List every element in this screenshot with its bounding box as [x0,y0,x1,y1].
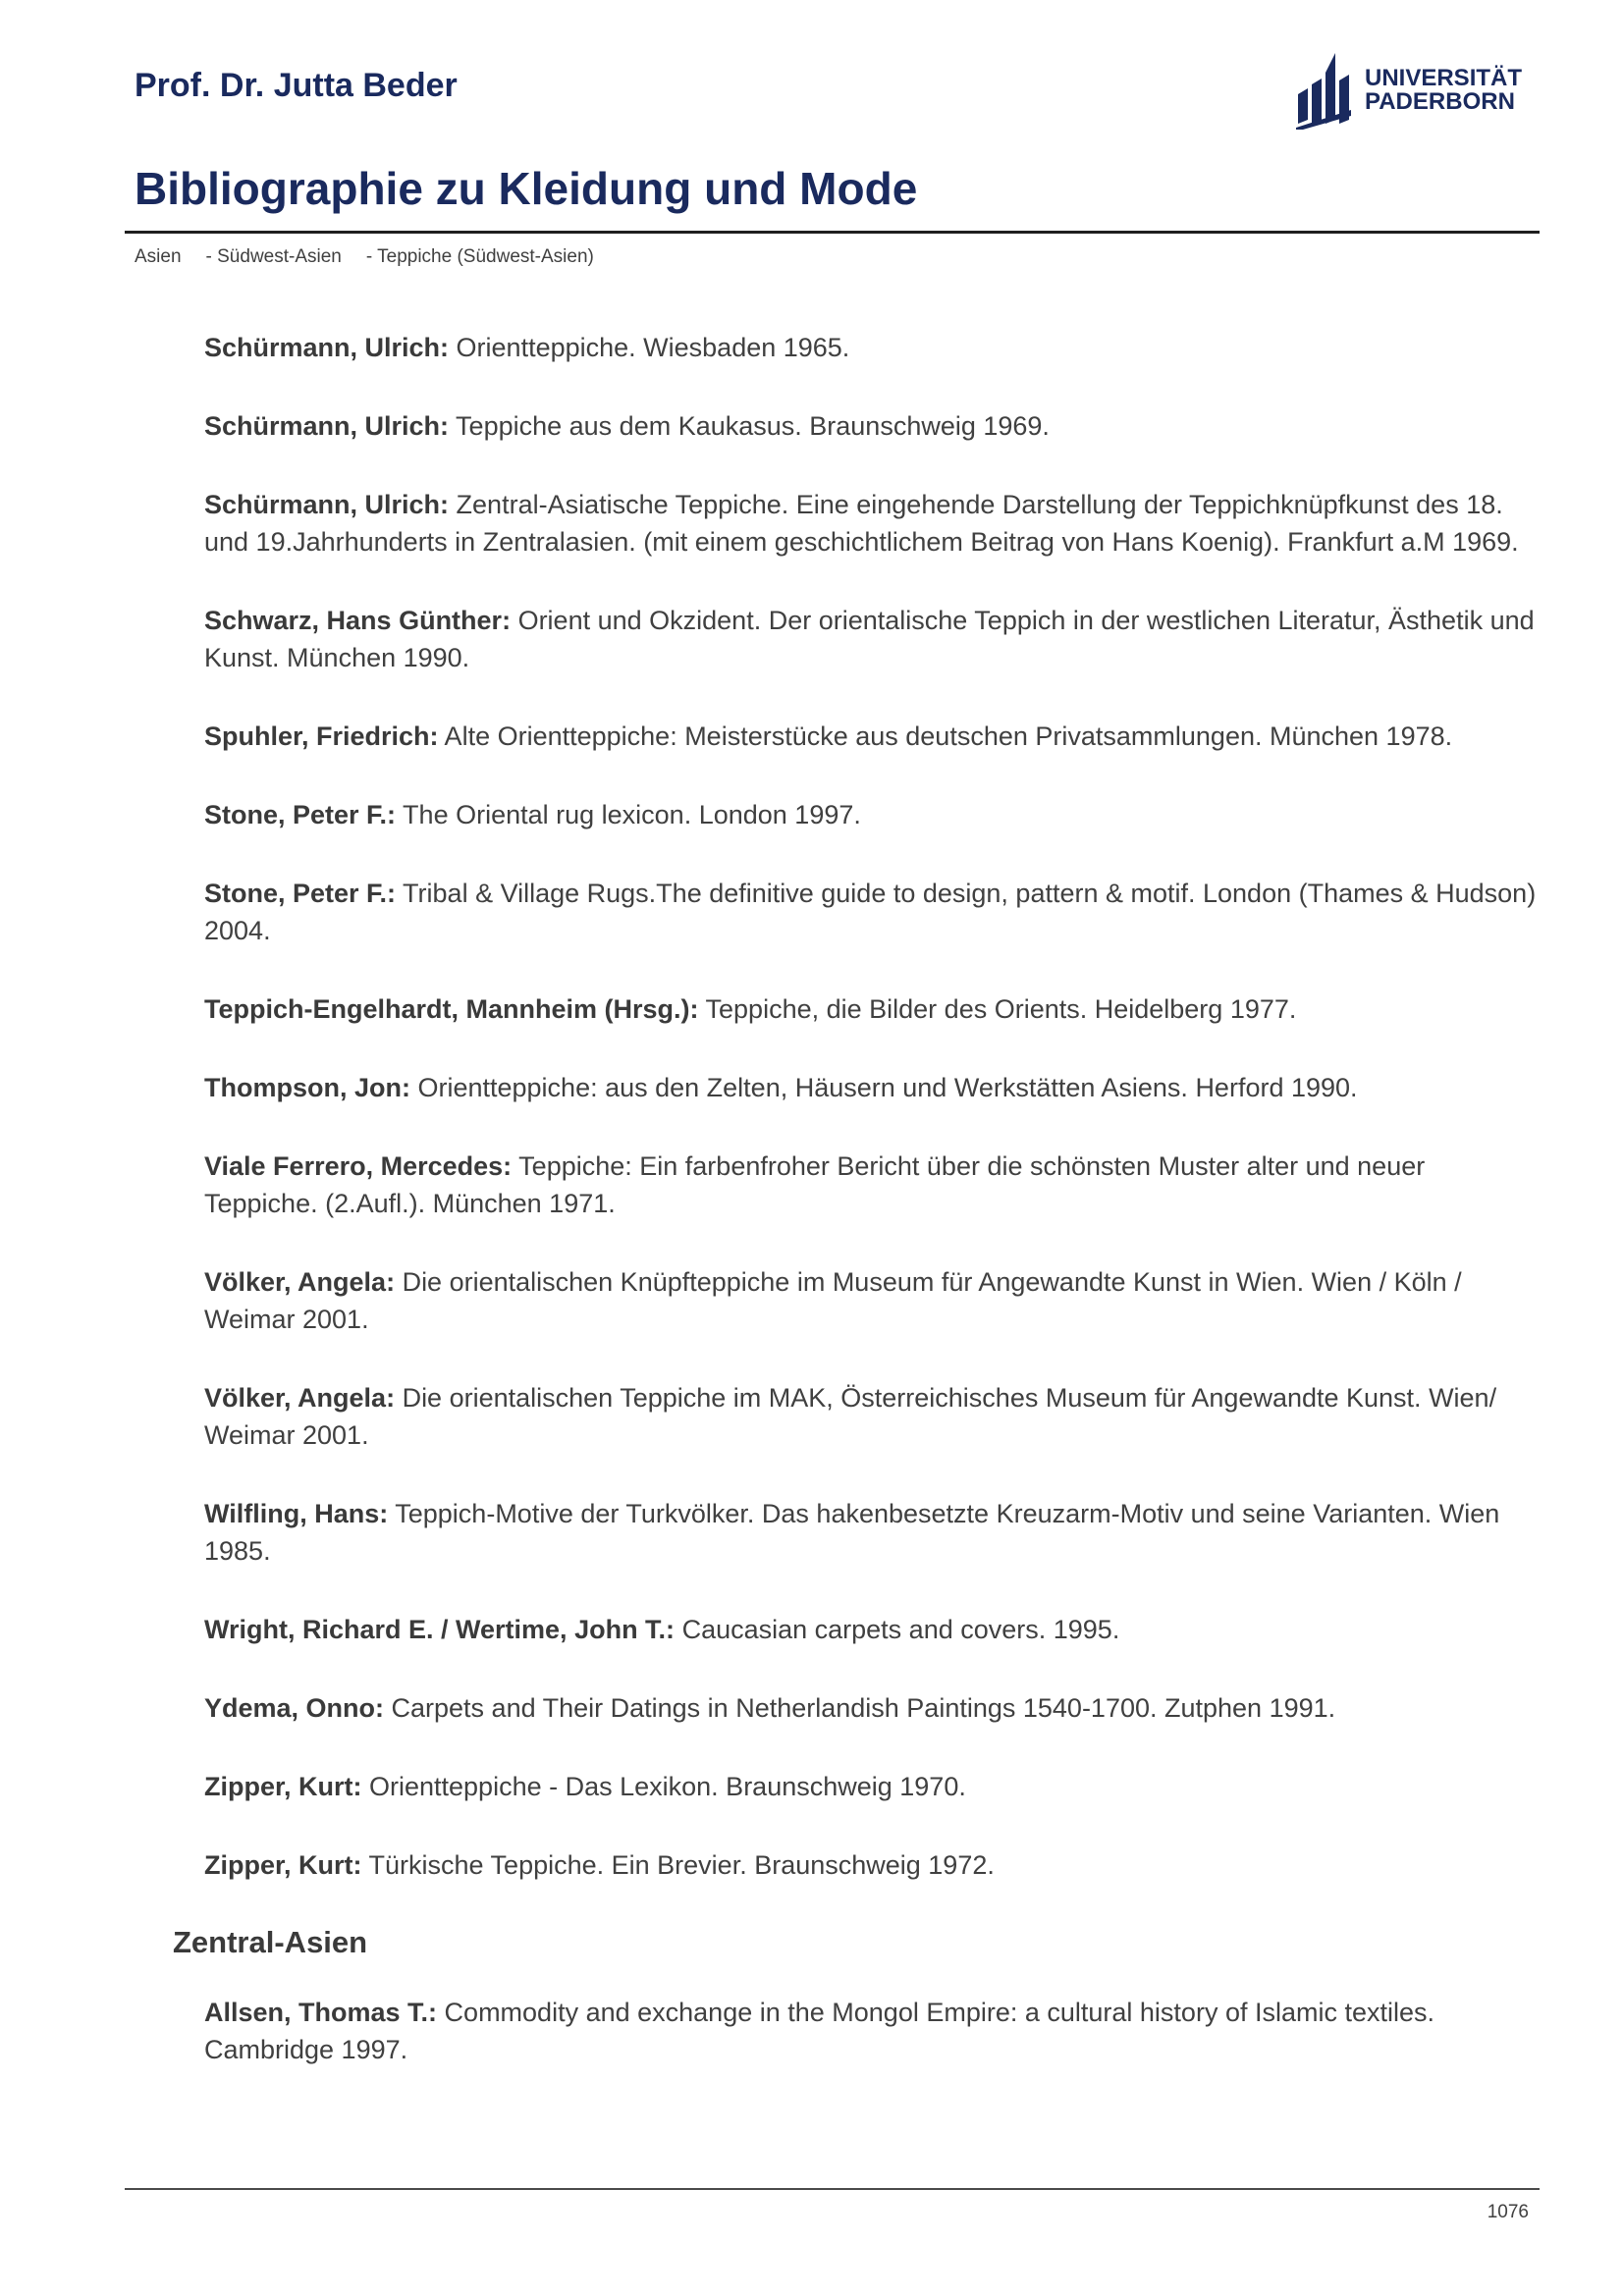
entry-text: Orientteppiche: aus den Zelten, Häusern und Werkstätten Asiens. Herford 1990. [409,1073,1358,1102]
university-logo-icon [1296,51,1353,130]
entry-text: Alte Orientteppiche: Meisterstücke aus deutschen Privatsammlungen. München 1978. [438,721,1453,751]
bibliography-list [173,329,1540,2109]
entry-text: Commodity and exchange in the Mongol Empire: a cultural history of Islamic textiles. Cambridge 1997. [204,1998,1435,2064]
bibliography-entry [204,1768,1540,1805]
bibliography-entry [204,1994,1540,2068]
entry-text: Teppiche, die Bilder des Orients. Heidelberg 1977. [698,994,1297,1024]
author-name: Prof. Dr. Jutta Beder [135,67,458,104]
entry-text: Teppiche: Ein farbenfroher Bericht über die schönsten Muster alter und neuer Teppiche. (2.Aufl.). München 1971. [204,1151,1426,1218]
breadcrumb [135,246,619,268]
breadcrumb-item: - Teppiche (Südwest-Asien) [365,246,594,267]
entry-author: Wright, Richard E. / Wertime, John T.: [204,1615,676,1644]
entry-text: Caucasian carpets and covers. 1995. [675,1615,1120,1644]
entry-author: Teppich-Engelhardt, Mannheim (Hrsg.): [204,994,699,1024]
bibliography-entry [204,990,1540,1028]
entry-text: Die orientalischen Knüpfteppiche im Museum für Angewandte Kunst in Wien. Wien / Köln / Weimar 2001. [204,1267,1462,1334]
entry-text: Türkische Teppiche. Ein Brevier. Braunschweig 1972. [361,1850,995,1880]
bibliography-entry [204,875,1540,949]
entry-text: Tribal & Village Rugs.The definitive guide to design, pattern & motif. London (Thames & Hudson) 2004. [204,879,1537,945]
entry-author: Thompson, Jon: [204,1073,410,1102]
logo-line-2: PADERBORN [1365,88,1515,115]
bibliography-entry [204,1689,1540,1727]
entry-text: Teppich-Motive der Turkvölker. Das hakenbesetzte Kreuzarm-Motiv und seine Varianten. Wien 1985. [204,1499,1500,1566]
entry-author: Wilfling, Hans: [204,1499,389,1528]
header-divider [125,231,1540,234]
entry-author: Spuhler, Friedrich: [204,721,439,751]
logo-line-1: UNIVERSITÄT [1365,65,1523,91]
entry-text: Orientteppiche - Das Lexikon. Braunschweig 1970. [361,1772,966,1801]
entry-text: Orientteppiche. Wiesbaden 1965. [449,333,850,362]
bibliography-entry [204,486,1540,561]
entry-author: Völker, Angela: [204,1267,396,1297]
bibliography-entry [204,329,1540,366]
entry-text: Teppiche aus dem Kaukasus. Braunschweig 1969. [449,411,1050,441]
entry-author: Zipper, Kurt: [204,1850,362,1880]
entry-author: Schürmann, Ulrich: [204,411,450,441]
entry-text: Die orientalischen Teppiche im MAK, Österreichisches Museum für Angewandte Kunst. Wien/ Weimar 2001. [204,1383,1497,1450]
entry-author: Zipper, Kurt: [204,1772,362,1801]
entry-author: Schürmann, Ulrich: [204,490,450,519]
entry-author: Ydema, Onno: [204,1693,385,1723]
university-logo-text [1365,67,1522,114]
bibliography-entry [204,1148,1540,1222]
bibliography-entry [204,407,1540,445]
entry-author: Völker, Angela: [204,1383,396,1413]
entry-author: Schwarz, Hans Günther: [204,606,512,635]
entry-text: Orient und Okzident. Der orientalische Teppich in der westlichen Literatur, Ästhetik und Kunst. München 1990. [204,606,1535,672]
university-logo[interactable] [1296,51,1522,130]
entry-text: The Oriental rug lexicon. London 1997. [396,800,861,829]
document-title: Bibliographie zu Kleidung und Mode [135,163,918,214]
breadcrumb-item: - Südwest-Asien [205,246,342,267]
bibliography-entry [204,1379,1540,1454]
footer-divider [125,2188,1540,2190]
entry-author: Stone, Peter F.: [204,800,397,829]
bibliography-entry [204,796,1540,833]
bibliography-entry [204,602,1540,676]
entry-author: Stone, Peter F.: [204,879,397,908]
entry-text: Zentral-Asiatische Teppiche. Eine eingehende Darstellung der Teppichknüpfkunst des 18. und 19.Jahrhunderts in Zentralasien. (mit einem geschichtlichem Beitrag von Hans Koenig). Frankfurt a.M 1969. [204,490,1519,557]
entry-author: Allsen, Thomas T.: [204,1998,438,2027]
bibliography-entry [204,1069,1540,1106]
breadcrumb-item: Asien [135,246,182,267]
entry-author: Viale Ferrero, Mercedes: [204,1151,513,1181]
bibliography-entry [204,718,1540,755]
entry-text: Carpets and Their Datings in Netherlandish Paintings 1540-1700. Zutphen 1991. [384,1693,1336,1723]
entry-author: Schürmann, Ulrich: [204,333,450,362]
page-number: 1076 [1487,2202,1529,2222]
section-heading: Zentral-Asien [173,1925,368,1959]
bibliography-entry [204,1263,1540,1338]
bibliography-entry [204,1611,1540,1648]
bibliography-entry [204,1495,1540,1570]
bibliography-entry [204,1846,1540,1884]
